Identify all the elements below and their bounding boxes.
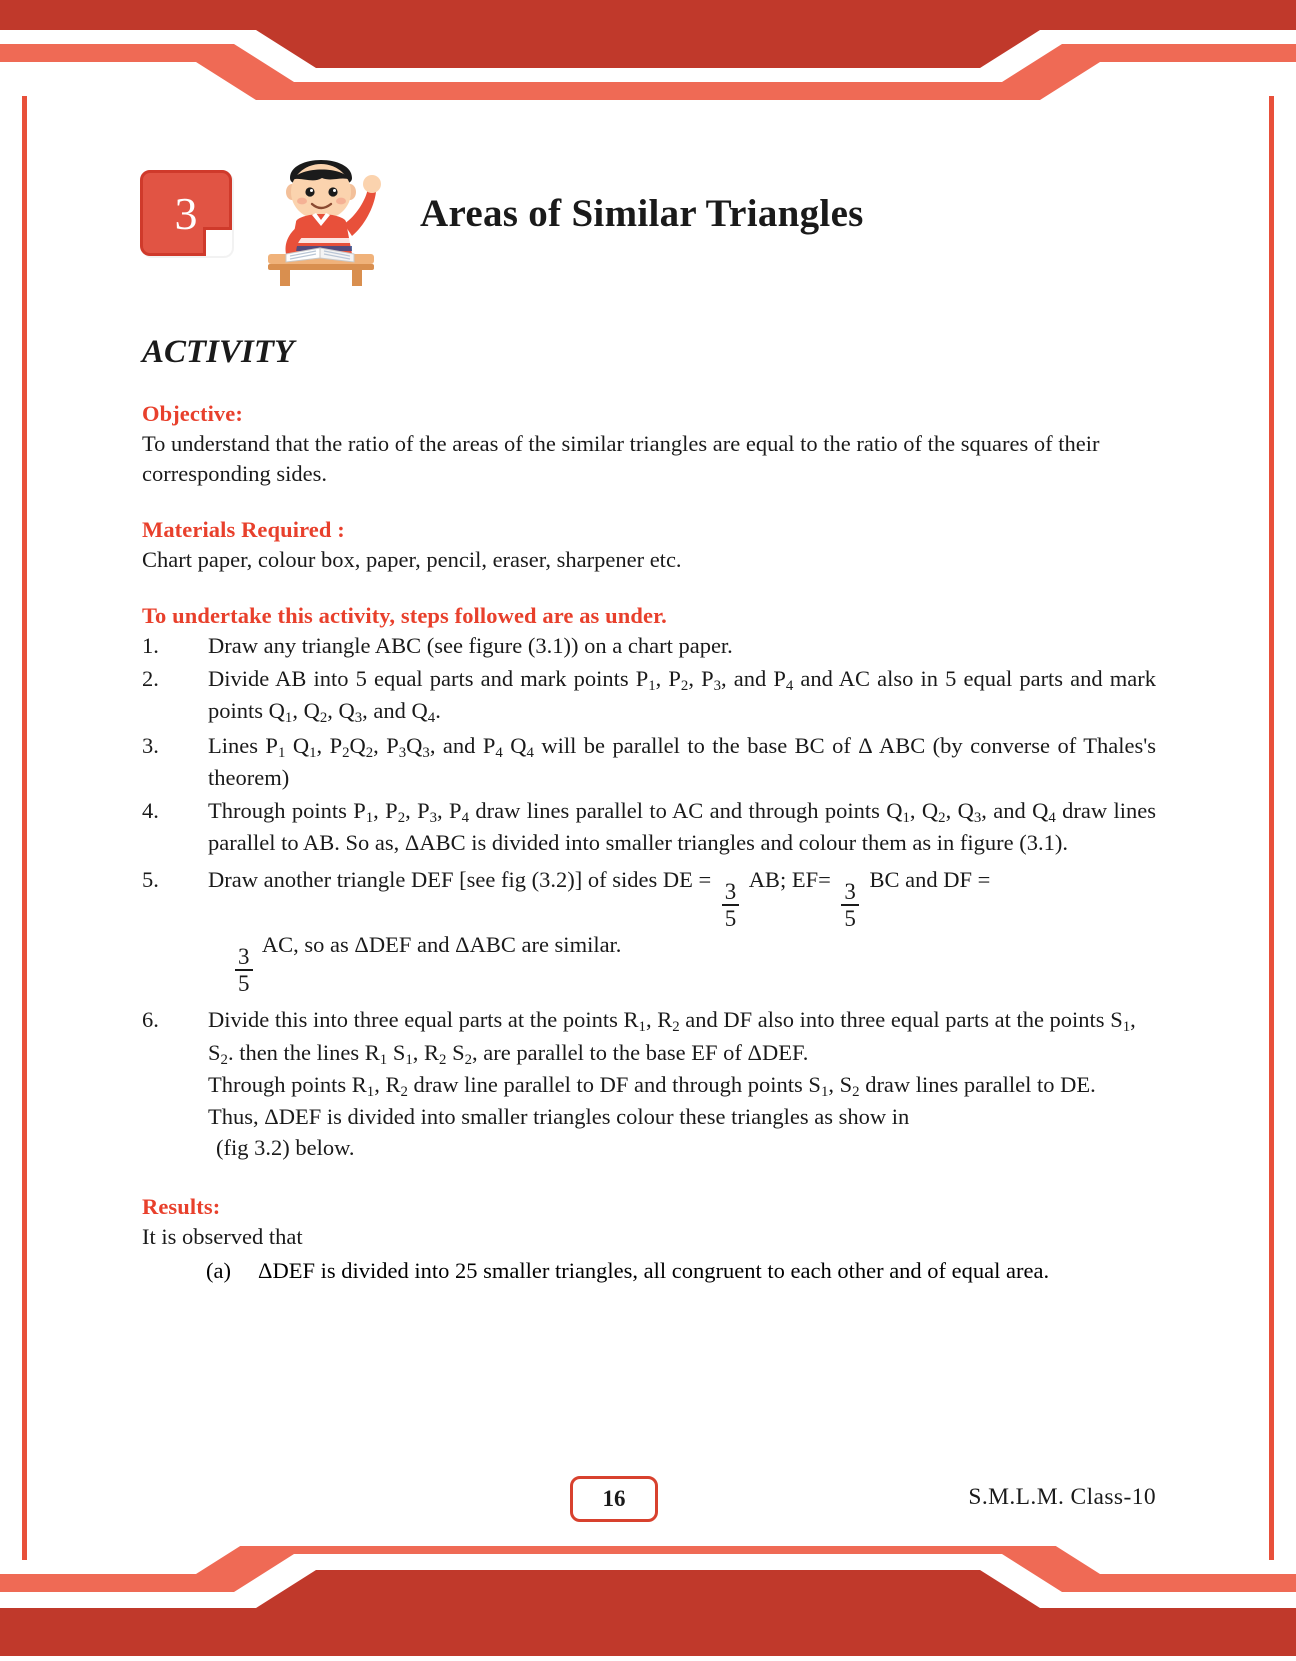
step-number: 4.: [142, 797, 159, 823]
results-label: Results:: [142, 1193, 221, 1219]
objective-label: Objective:: [142, 401, 243, 426]
step-paragraph: (fig 3.2) below.: [216, 1134, 355, 1160]
list-item: [206, 1256, 1156, 1286]
step-number: 1.: [142, 633, 159, 659]
chapter-number: 3: [174, 187, 198, 239]
footer-book-label: S.M.L.M. Class-10: [968, 1484, 1156, 1510]
step-paragraph: Divide this into three equal parts at the points $R_1$, $R_2$ and DF also into three equal parts at the points $S_1$, $S_2$. then the lines $R_1$ $S_1$, $R_2$ $S_2$, are parallel to the base EF of ΔDEF.: [208, 1007, 1136, 1068]
step-number: 3.: [142, 732, 159, 758]
objective-text: To understand that the ratio of the areas of the similar triangles are equal to the ratio of the squares of their corresponding sides.: [142, 431, 1100, 487]
materials-text: Chart paper, colour box, paper, pencil, eraser, sharpener etc.: [142, 547, 682, 573]
activity-heading: ACTIVITY: [142, 334, 295, 370]
fraction-three-fifths: $\frac{3}{5}$: [235, 945, 253, 995]
step-item: [142, 731, 1156, 794]
steps-list: [142, 631, 1156, 1163]
result-item-label: (a): [206, 1257, 231, 1283]
step-paragraph: Through points $R_1$, $R_2$ draw line parallel to DF and through points $S_1$, $S_2$ draw lines parallel to DE.: [208, 1072, 1096, 1101]
step-text: Lines $P_1$ $Q_1$, $P_2Q_2$, $P_3Q_3$, and $P_4$ $Q_4$ will be parallel to the base BC of Δ ABC (by converse of Thales's theorem): [208, 732, 1157, 791]
page-footer: [0, 1476, 1296, 1528]
materials-label: Materials Required :: [142, 517, 345, 543]
step-item: [142, 796, 1156, 859]
step-item: [142, 631, 1156, 662]
step-item: [142, 865, 1156, 996]
step-number: 5.: [142, 866, 159, 892]
chapter-number-badge: [140, 170, 232, 256]
page-number-badge: [570, 1476, 658, 1522]
step-text: Draw any triangle ABC (see figure (3.1)) on a chart paper.: [208, 633, 733, 659]
results-intro: It is observed that: [142, 1223, 303, 1249]
step-text: Draw another triangle DEF [see fig (3.2)] of sides DE = $\frac{3}{5}$ AB; EF= $\frac{3}{5}$ BC and DF = $\frac{3}{5}$ AC, so as ΔDEF and ΔABC are similar.: [208, 866, 991, 997]
page-bottom-decoration: [0, 1546, 1296, 1656]
boy-reading-book-illustration: [256, 138, 386, 288]
step-text: Through points $P_1$, $P_2$, $P_3$, $P_4$ draw lines parallel to AC and through points $Q_1$, $Q_2$, $Q_3$, and $Q_4$ draw lines parallel to AB. So as, ΔABC is divided into smaller triangles and colour them as in figure (3.1).: [208, 797, 1157, 855]
step-paragraph: Thus, ΔDEF is divided into smaller triangles colour these triangles as show in: [208, 1104, 910, 1130]
step-number: 6.: [142, 1007, 159, 1033]
page-number: 16: [602, 1486, 626, 1511]
step-text: [208, 1005, 1156, 1163]
step-item: [142, 1005, 1156, 1163]
steps-heading: To undertake this activity, steps followed are as under.: [142, 603, 667, 629]
fraction-three-fifths: $\frac{3}{5}$: [841, 880, 859, 930]
page-content: [0, 120, 1296, 1520]
chapter-header: [140, 138, 1156, 288]
step-number: 2.: [142, 666, 159, 692]
step-text: Divide AB into 5 equal parts and mark points $P_1$, $P_2$, $P_3$, and $P_4$ and AC also in 5 equal parts and mark points $Q_1$, $Q_2$, $Q_3$, and $Q_4$.: [208, 666, 1157, 727]
step-item: [142, 664, 1156, 729]
fraction-three-fifths: $\frac{3}{5}$: [722, 880, 740, 930]
result-item-text: ΔDEF is divided into 25 smaller triangles, all congruent to each other and of equal area.: [258, 1257, 1050, 1283]
results-list: [140, 1256, 1156, 1286]
page-title: Areas of Similar Triangles: [420, 191, 864, 235]
page-top-decoration: [0, 0, 1296, 100]
